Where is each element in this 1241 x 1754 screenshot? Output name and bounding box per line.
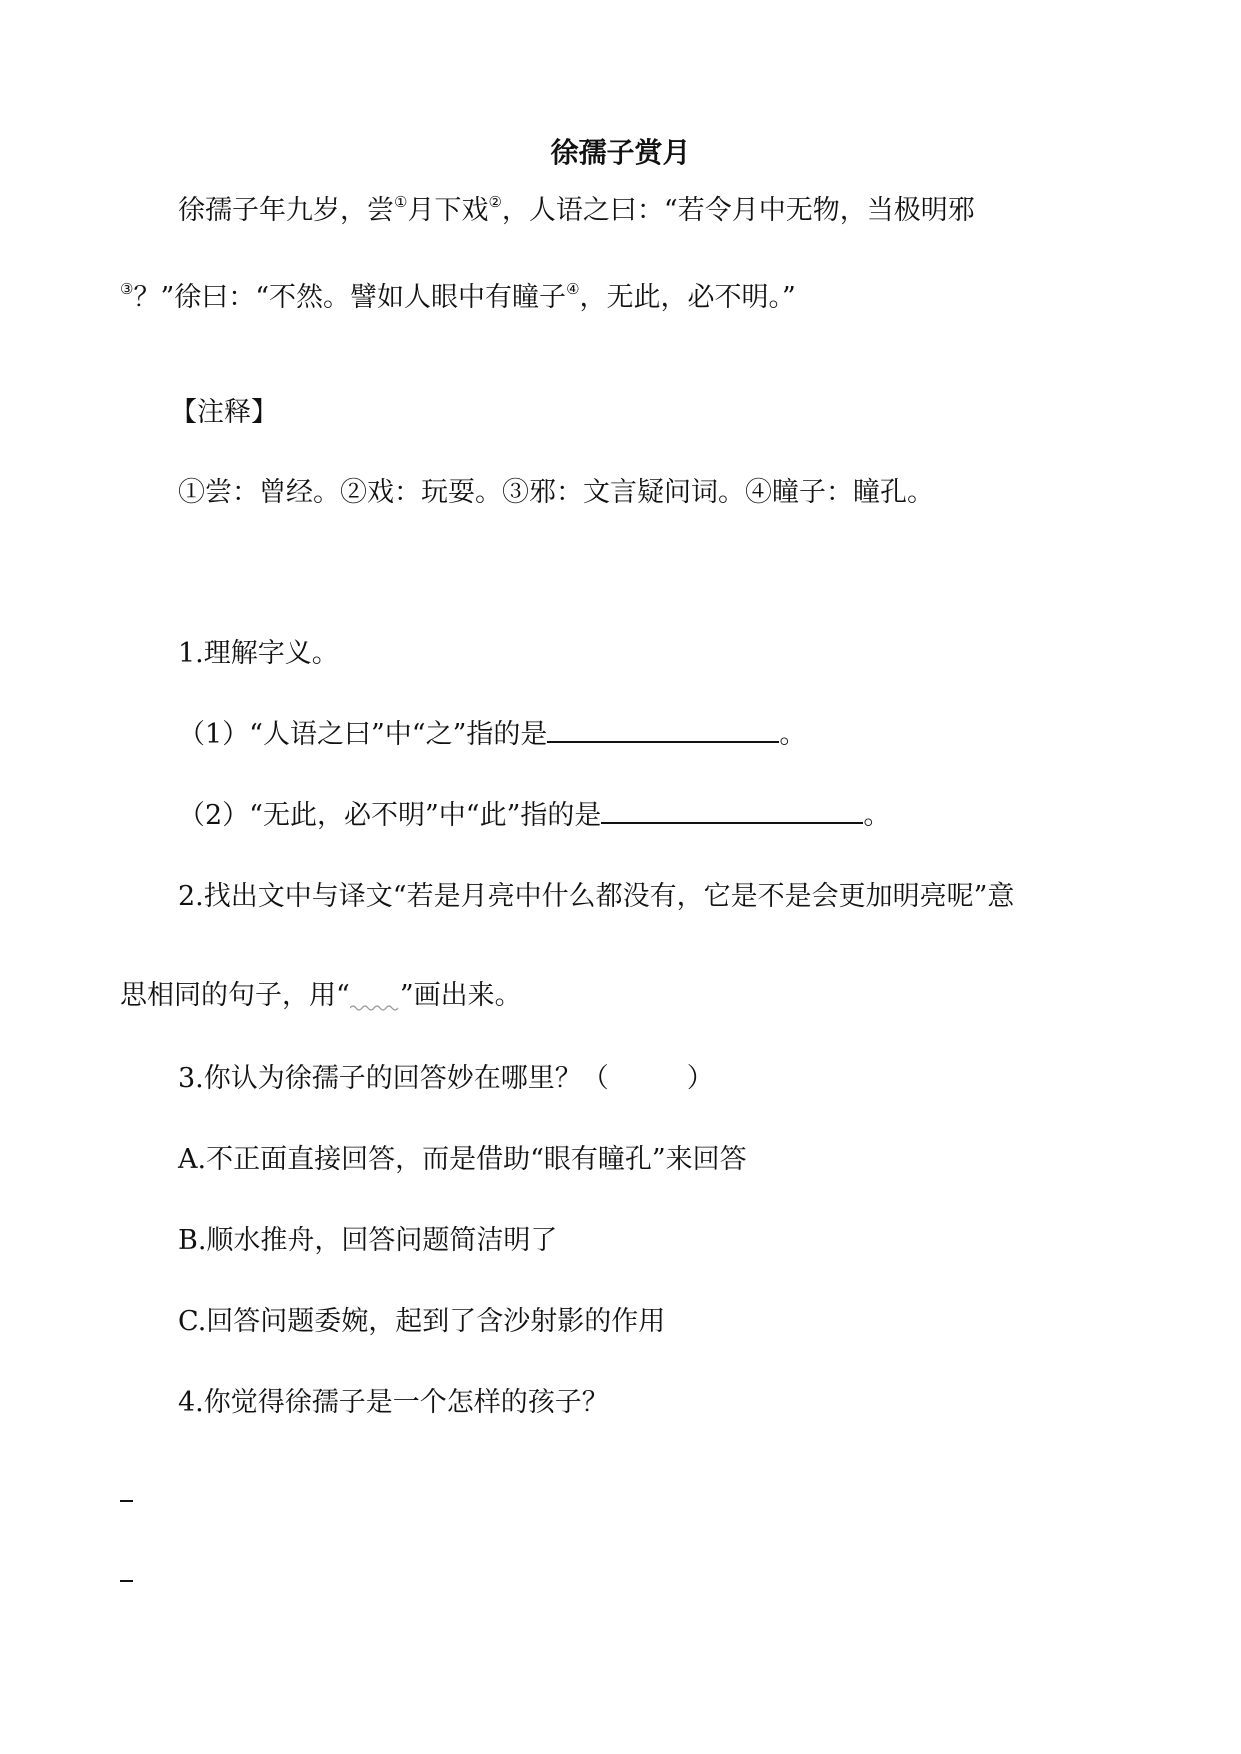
- question-1-1: [178, 715, 806, 755]
- question-1: 1.理解字义。: [178, 638, 339, 669]
- question-text: 。: [863, 800, 891, 831]
- option-b: B.顺水推舟，回答问题简洁明了: [178, 1225, 558, 1256]
- passage-line-2: [120, 278, 796, 318]
- question-text: （2）“无此，必不明”中“此”指的是: [178, 800, 602, 831]
- question-text: 。: [779, 719, 807, 750]
- passage-text: ，无此，必不明。”: [579, 282, 796, 313]
- passage-text: 月下戏: [407, 195, 489, 226]
- question-2-line-1: 2.找出文中与译文“若是月亮中什么都没有，它是不是会更加明亮呢”意: [178, 881, 1015, 912]
- wavy-underline-sample: [350, 978, 400, 1004]
- question-text: 思相同的句子，用“: [120, 980, 350, 1011]
- question-text: 3.你认为徐孺子的回答妙在哪里？（: [178, 1063, 609, 1094]
- footnote-marker: ①: [394, 193, 408, 211]
- answer-line[interactable]: [120, 1500, 133, 1502]
- question-3: [178, 1059, 714, 1099]
- question-4: 4.你觉得徐孺子是一个怎样的孩子？: [178, 1387, 609, 1418]
- answer-line[interactable]: [120, 1580, 133, 1582]
- answer-blank[interactable]: [547, 715, 779, 743]
- question-1-2: [178, 796, 890, 836]
- passage-text: ？”徐曰：“不然。譬如人眼中有瞳子: [133, 282, 567, 313]
- notes-heading: 【注释】: [170, 397, 278, 428]
- footnote-marker: ②: [488, 193, 502, 211]
- answer-blank[interactable]: [601, 796, 863, 824]
- notes-text: ①尝：曾经。②戏：玩耍。③邪：文言疑问词。④瞳子：瞳孔。: [178, 477, 934, 508]
- option-a: A.不正面直接回答，而是借助“眼有瞳孔”来回答: [178, 1144, 747, 1175]
- passage-text: ，人语之曰：“若令月中无物，当极明邪: [501, 195, 975, 226]
- footnote-marker: ③: [120, 280, 134, 298]
- passage-text: 徐孺子年九岁，尝: [178, 195, 394, 226]
- question-text: ”画出来。: [399, 980, 522, 1011]
- question-2-line-2: [120, 976, 522, 1016]
- question-text: （1）“人语之曰”中“之”指的是: [178, 719, 548, 750]
- question-text: ）: [686, 1063, 714, 1094]
- page-title: 徐孺子赏月: [550, 136, 691, 169]
- passage-line-1: [178, 191, 975, 231]
- option-c: C.回答问题委婉，起到了含沙射影的作用: [178, 1306, 666, 1337]
- footnote-marker: ④: [566, 280, 580, 298]
